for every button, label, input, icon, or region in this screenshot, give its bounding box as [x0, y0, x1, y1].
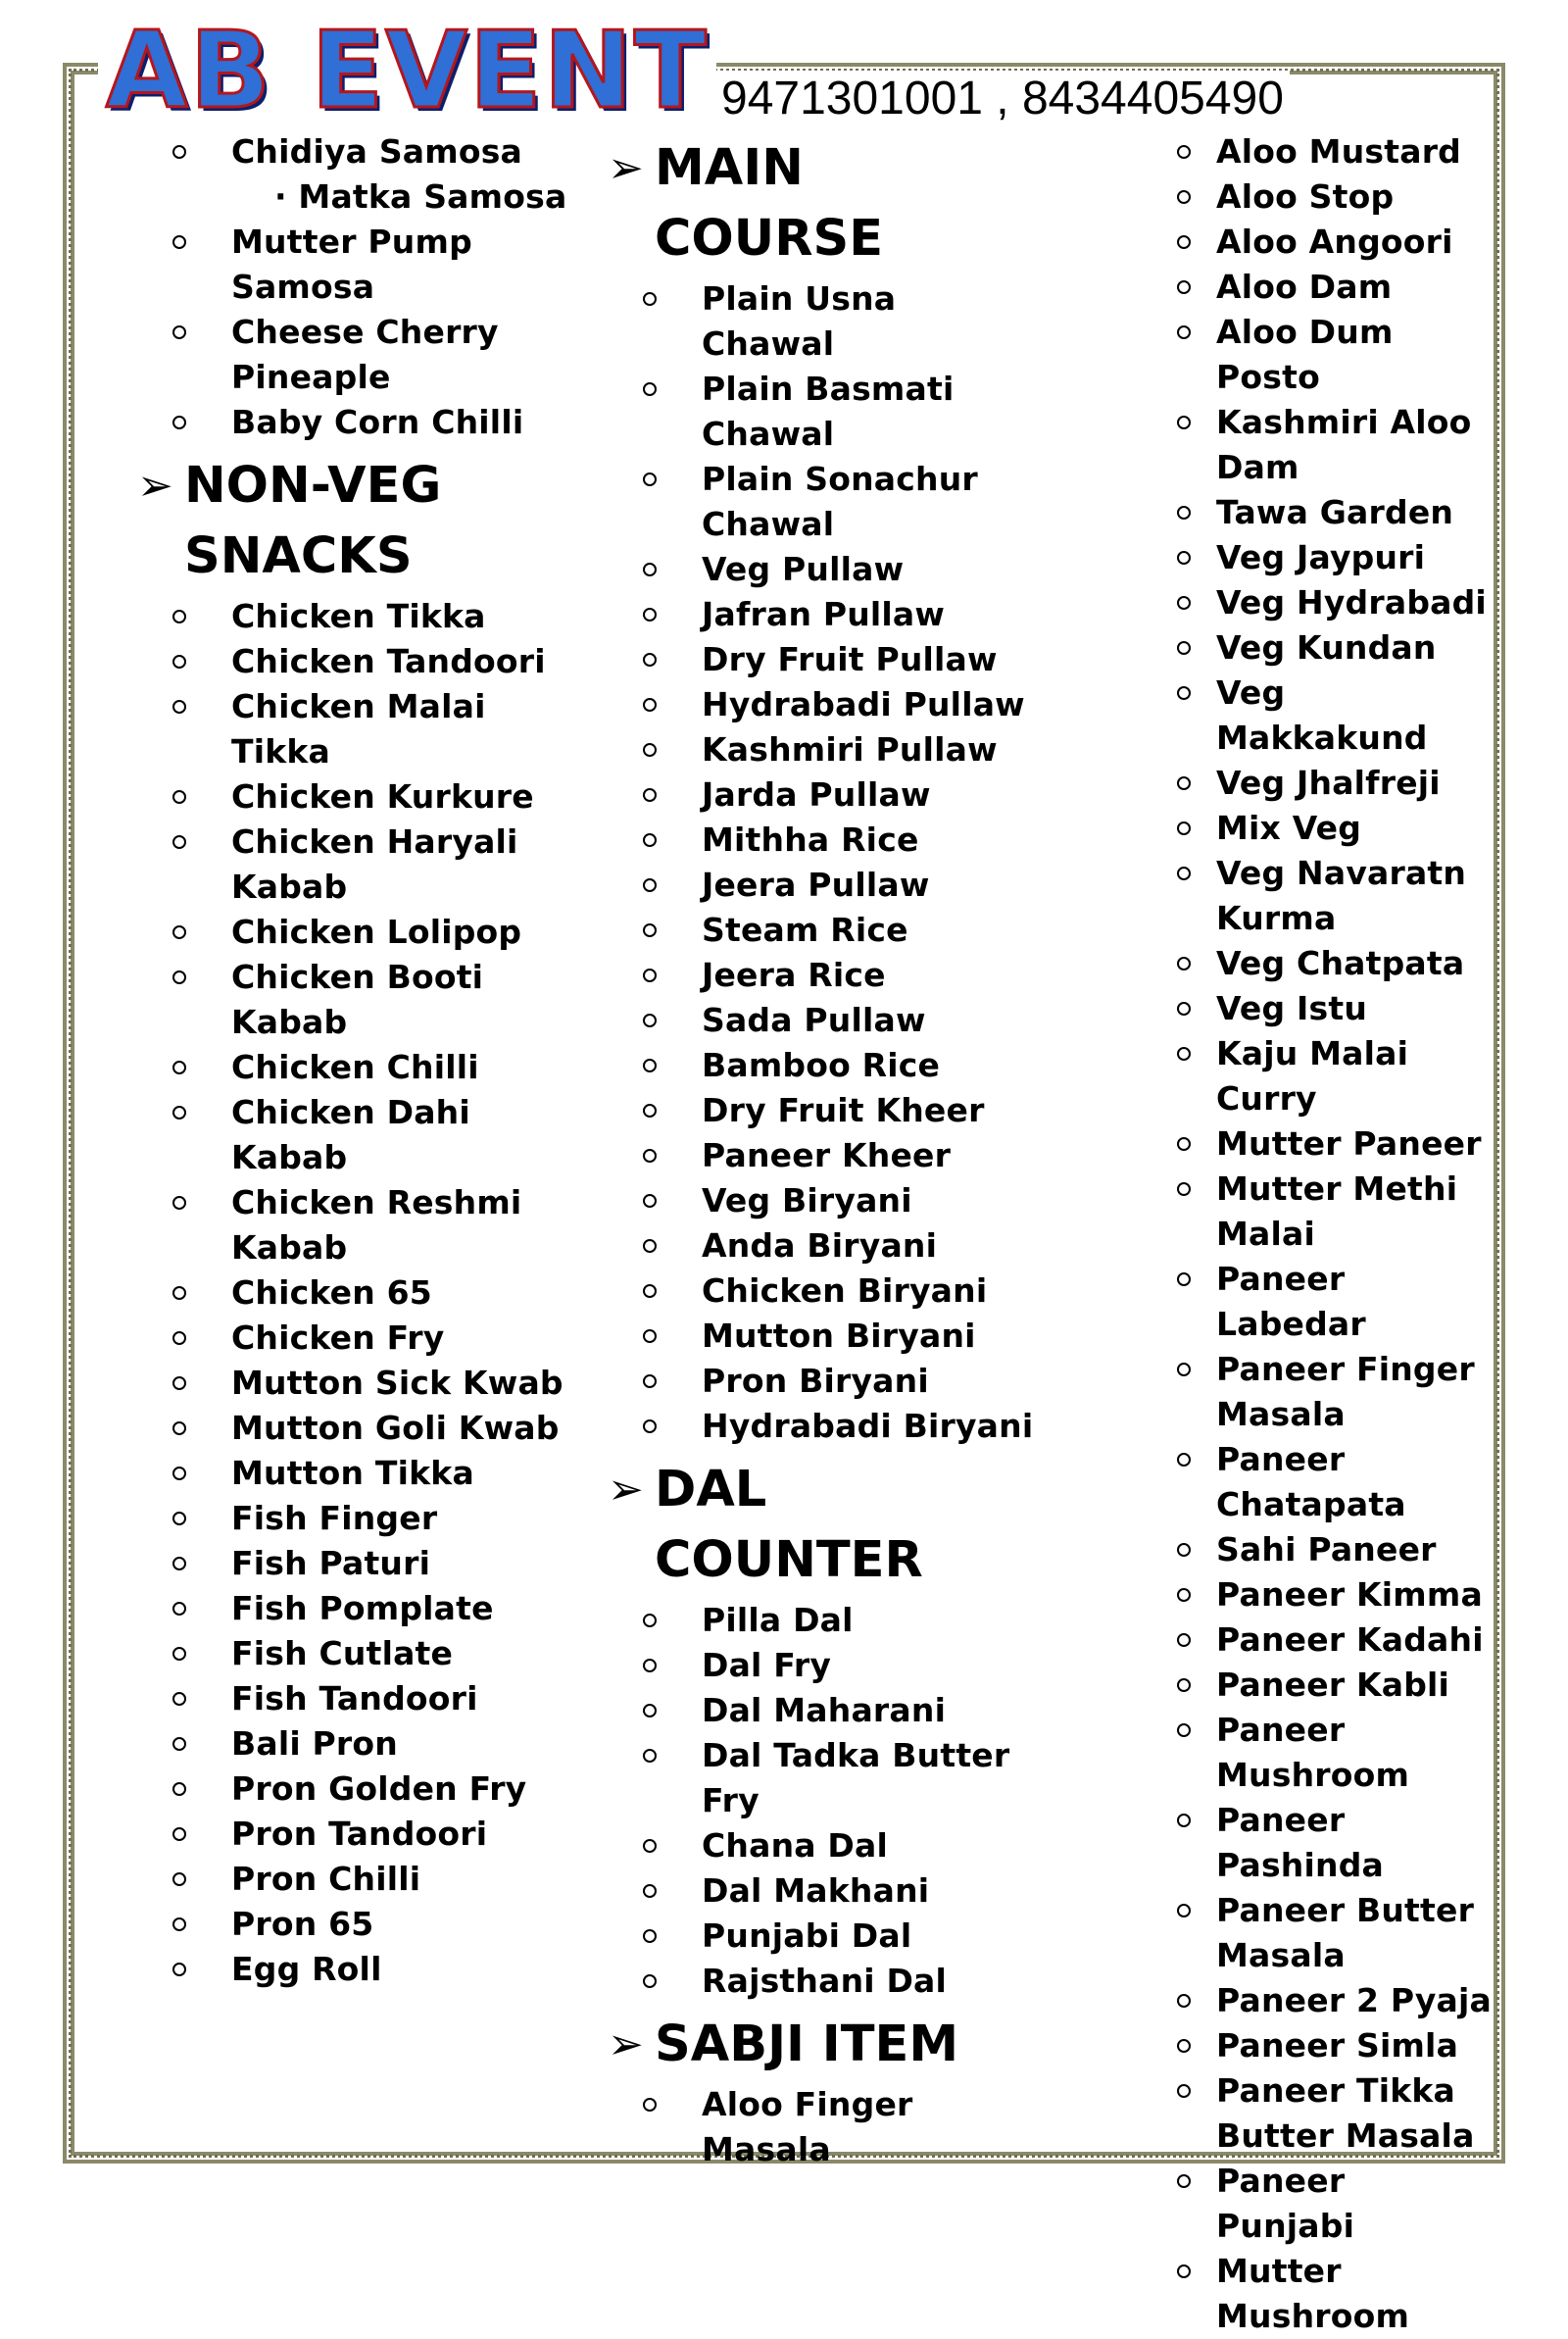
list-item: Mutton Tikka	[137, 1451, 568, 1496]
list-item: Veg Biryani	[608, 1178, 1039, 1223]
circle-bullet-icon	[172, 700, 186, 714]
circle-bullet-icon	[1177, 1633, 1191, 1647]
list-item: Pron Chilli	[137, 1857, 568, 1902]
circle-bullet-icon	[172, 1286, 186, 1300]
list-item: Paneer Punjabi	[1161, 2159, 1494, 2249]
list-item: Mutton Sick Kwab	[137, 1361, 568, 1406]
circle-bullet-icon	[1177, 776, 1191, 790]
list-item: Veg Istu	[1161, 986, 1494, 1031]
list-item: Bali Pron	[137, 1721, 568, 1767]
list-item: Chicken 65	[137, 1270, 568, 1316]
list-item: Bamboo Rice	[608, 1043, 1039, 1088]
circle-bullet-icon	[643, 1149, 657, 1163]
circle-bullet-icon	[172, 925, 186, 939]
list-item: Chicken Chilli	[137, 1045, 568, 1090]
list-item: Veg Hydrabadi	[1161, 580, 1494, 625]
list-item: Pron Golden Fry	[137, 1767, 568, 1812]
circle-bullet-icon	[172, 1421, 186, 1435]
circle-bullet-icon	[1177, 1678, 1191, 1692]
list-item: Mutton Biryani	[608, 1314, 1039, 1359]
circle-bullet-icon	[643, 653, 657, 667]
circle-bullet-icon	[172, 610, 186, 623]
list-item: Paneer Tikka Butter Masala	[1161, 2068, 1494, 2159]
circle-bullet-icon	[643, 1104, 657, 1118]
circle-bullet-icon	[643, 923, 657, 937]
circle-bullet-icon	[643, 1704, 657, 1717]
circle-bullet-icon	[172, 1917, 186, 1931]
section-heading-dal: ➢ DAL COUNTER	[608, 1455, 1039, 1596]
list-item: Aloo Stop	[1161, 174, 1494, 220]
circle-bullet-icon	[1177, 1904, 1191, 1917]
list-item-sub: · Matka Samosa	[274, 177, 567, 216]
menu-column-2	[608, 129, 1039, 2172]
list-item: Hydrabadi Biryani	[608, 1404, 1039, 1449]
list-item: Mix Veg	[1161, 806, 1494, 851]
circle-bullet-icon	[643, 1884, 657, 1898]
circle-bullet-icon	[1177, 506, 1191, 520]
circle-bullet-icon	[643, 563, 657, 576]
circle-bullet-icon	[172, 1061, 186, 1074]
list-item: Dal Maharani	[608, 1688, 1039, 1733]
list-item: Chicken Fry	[137, 1316, 568, 1361]
menu-column-3	[1161, 129, 1494, 2339]
list-item: Plain Usna Chawal	[608, 276, 1039, 367]
arrow-bullet-icon: ➢	[608, 2019, 644, 2069]
list-item: Jafran Pullaw	[608, 592, 1039, 637]
circle-bullet-icon	[643, 1329, 657, 1343]
list-item: Steam Rice	[608, 908, 1039, 953]
circle-bullet-icon	[172, 1827, 186, 1841]
circle-bullet-icon	[1177, 1002, 1191, 1016]
list-item: Chicken Kurkure	[137, 774, 568, 820]
circle-bullet-icon	[643, 1194, 657, 1208]
list-item: Chicken Malai Tikka	[137, 684, 568, 774]
phone-numbers: 9471301001 , 8434405490	[715, 71, 1290, 127]
circle-bullet-icon	[643, 473, 657, 486]
circle-bullet-icon	[172, 1467, 186, 1480]
list-item: Mithha Rice	[608, 818, 1039, 863]
list-item: Fish Cutlate	[137, 1631, 568, 1676]
list-item: Chicken Tikka	[137, 594, 568, 639]
list-item: Dal Fry	[608, 1643, 1039, 1688]
circle-bullet-icon	[172, 1331, 186, 1345]
circle-bullet-icon	[643, 878, 657, 892]
circle-bullet-icon	[1177, 1543, 1191, 1557]
list-item: Mutter Methi Malai	[1161, 1167, 1494, 1257]
list-item: Jarda Pullaw	[608, 772, 1039, 818]
circle-bullet-icon	[1177, 1182, 1191, 1196]
list-item: Sada Pullaw	[608, 998, 1039, 1043]
list-item: Paneer Finger Masala	[1161, 1347, 1494, 1437]
circle-bullet-icon	[172, 1376, 186, 1390]
sabji-list	[608, 2082, 1039, 2172]
circle-bullet-icon	[1177, 1588, 1191, 1602]
list-item: Sahi Paneer	[1161, 1527, 1494, 1572]
circle-bullet-icon	[1177, 2039, 1191, 2053]
circle-bullet-icon	[643, 743, 657, 757]
list-item: Veg Chatpata	[1161, 941, 1494, 986]
circle-bullet-icon	[1177, 325, 1191, 339]
circle-bullet-icon	[1177, 867, 1191, 880]
list-item: Mutter Paneer	[1161, 1121, 1494, 1167]
list-item: Veg Jaypuri	[1161, 535, 1494, 580]
circle-bullet-icon	[1177, 1363, 1191, 1376]
circle-bullet-icon	[172, 790, 186, 804]
arrow-bullet-icon: ➢	[137, 461, 173, 511]
list-item: Chidiya Samosa	[137, 129, 568, 174]
list-item: Paneer Kimma	[1161, 1572, 1494, 1617]
nonveg-list	[137, 594, 568, 1992]
list-item: Chicken Tandoori	[137, 639, 568, 684]
list-item: Veg Kundan	[1161, 625, 1494, 671]
list-item: Veg Jhalfreji	[1161, 761, 1494, 806]
circle-bullet-icon	[1177, 2084, 1191, 2098]
circle-bullet-icon	[172, 1106, 186, 1120]
circle-bullet-icon	[643, 1749, 657, 1763]
list-item: Mutton Goli Kwab	[137, 1406, 568, 1451]
circle-bullet-icon	[1177, 596, 1191, 610]
circle-bullet-icon	[643, 1374, 657, 1388]
circle-bullet-icon	[643, 1239, 657, 1253]
circle-bullet-icon	[172, 235, 186, 249]
circle-bullet-icon	[643, 1839, 657, 1853]
circle-bullet-icon	[643, 1929, 657, 1943]
list-item: Jeera Pullaw	[608, 863, 1039, 908]
list-item: Aloo Dum Posto	[1161, 310, 1494, 400]
circle-bullet-icon	[172, 1647, 186, 1661]
circle-bullet-icon	[172, 1692, 186, 1706]
list-item: Pron Biryani	[608, 1359, 1039, 1404]
circle-bullet-icon	[643, 1059, 657, 1072]
list-item: Chicken Booti Kabab	[137, 955, 568, 1045]
list-item: Aloo Dam	[1161, 265, 1494, 310]
list-item: Chicken Lolipop	[137, 910, 568, 955]
list-item: Veg Navaratn Kurma	[1161, 851, 1494, 941]
list-item: Paneer Kadahi	[1161, 1617, 1494, 1663]
circle-bullet-icon	[1177, 145, 1191, 159]
list-item: Paneer 2 Pyaja	[1161, 1978, 1494, 2023]
circle-bullet-icon	[1177, 280, 1191, 294]
circle-bullet-icon	[1177, 235, 1191, 249]
menu-column-1	[137, 129, 568, 1992]
circle-bullet-icon	[643, 698, 657, 712]
section-heading-nonveg: ➢ NON-VEG SNACKS	[137, 451, 568, 592]
circle-bullet-icon	[1177, 821, 1191, 835]
list-item: Kashmiri Pullaw	[608, 727, 1039, 772]
circle-bullet-icon	[1177, 551, 1191, 565]
list-item: Egg Roll	[137, 1947, 568, 1992]
circle-bullet-icon	[1177, 686, 1191, 700]
list-item: Dal Tadka Butter Fry	[608, 1733, 1039, 1823]
list-item: Paneer Kabli	[1161, 1663, 1494, 1708]
circle-bullet-icon	[643, 969, 657, 982]
circle-bullet-icon	[172, 655, 186, 669]
list-item: Anda Biryani	[608, 1223, 1039, 1269]
circle-bullet-icon	[643, 608, 657, 622]
circle-bullet-icon	[172, 145, 186, 159]
list-item: Chicken Haryali Kabab	[137, 820, 568, 910]
circle-bullet-icon	[172, 1872, 186, 1886]
sabji-continued-list	[1161, 129, 1494, 2339]
dal-counter-list	[608, 1598, 1039, 2004]
list-item: Mutter Pump Samosa	[137, 220, 568, 310]
arrow-bullet-icon: ➢	[608, 1465, 644, 1515]
circle-bullet-icon	[172, 416, 186, 429]
circle-bullet-icon	[172, 1602, 186, 1616]
circle-bullet-icon	[1177, 2264, 1191, 2278]
list-item: Tawa Garden	[1161, 490, 1494, 535]
list-item: Dry Fruit Pullaw	[608, 637, 1039, 682]
circle-bullet-icon	[643, 1419, 657, 1433]
circle-bullet-icon	[643, 1659, 657, 1672]
circle-bullet-icon	[643, 1014, 657, 1027]
veg-snacks-continued-list	[137, 129, 568, 445]
list-item: Paneer Labedar	[1161, 1257, 1494, 1347]
list-item: Paneer Mushroom	[1161, 1708, 1494, 1798]
list-item: Chicken Reshmi Kabab	[137, 1180, 568, 1270]
list-item: Paneer Pashinda	[1161, 1798, 1494, 1888]
circle-bullet-icon	[643, 833, 657, 847]
section-heading-main-course: ➢ MAIN COURSE	[608, 133, 1039, 274]
list-item: Pron 65	[137, 1902, 568, 1947]
list-item: Pron Tandoori	[137, 1812, 568, 1857]
circle-bullet-icon	[643, 788, 657, 802]
list-item: Chicken Dahi Kabab	[137, 1090, 568, 1180]
list-item: Aloo Mustard	[1161, 129, 1494, 174]
circle-bullet-icon	[172, 1196, 186, 1210]
list-item: Fish Paturi	[137, 1541, 568, 1586]
circle-bullet-icon	[172, 1512, 186, 1525]
list-item: Dry Fruit Kheer	[608, 1088, 1039, 1133]
circle-bullet-icon	[1177, 1453, 1191, 1467]
list-item: Fish Tandoori	[137, 1676, 568, 1721]
circle-bullet-icon	[643, 382, 657, 396]
list-item: Veg Pullaw	[608, 547, 1039, 592]
list-item: Fish Pomplate	[137, 1586, 568, 1631]
list-item: Paneer Chatapata	[1161, 1437, 1494, 1527]
circle-bullet-icon	[1177, 1994, 1191, 2008]
list-item: Aloo Angoori	[1161, 220, 1494, 265]
list-item: Hydrabadi Pullaw	[608, 682, 1039, 727]
list-item: Kaju Malai Curry	[1161, 1031, 1494, 1121]
list-item: Rajsthani Dal	[608, 1959, 1039, 2004]
circle-bullet-icon	[1177, 1047, 1191, 1061]
list-item: Kashmiri Aloo Dam	[1161, 400, 1494, 490]
circle-bullet-icon	[172, 1963, 186, 1976]
list-item: Punjabi Dal	[608, 1914, 1039, 1959]
list-item: Plain Sonachur Chawal	[608, 457, 1039, 547]
list-item: Veg Makkakund	[1161, 671, 1494, 761]
list-item: Mutter Mushroom	[1161, 2249, 1494, 2339]
circle-bullet-icon	[1177, 1723, 1191, 1737]
circle-bullet-icon	[172, 1782, 186, 1796]
list-item: Paneer Butter Masala	[1161, 1888, 1494, 1978]
circle-bullet-icon	[1177, 416, 1191, 429]
list-item: Cheese Cherry Pineaple	[137, 310, 568, 400]
list-item: Aloo Finger Masala	[608, 2082, 1039, 2172]
arrow-bullet-icon: ➢	[608, 143, 644, 193]
circle-bullet-icon	[172, 835, 186, 849]
circle-bullet-icon	[1177, 1272, 1191, 1286]
list-item: Chana Dal	[608, 1823, 1039, 1868]
list-item: Baby Corn Chilli	[137, 400, 568, 445]
list-item: Paneer Simla	[1161, 2023, 1494, 2068]
circle-bullet-icon	[1177, 1137, 1191, 1151]
list-item: Fish Finger	[137, 1496, 568, 1541]
circle-bullet-icon	[172, 970, 186, 984]
circle-bullet-icon	[643, 1614, 657, 1627]
circle-bullet-icon	[643, 1974, 657, 1988]
circle-bullet-icon	[643, 1284, 657, 1298]
section-heading-sabji: ➢ SABJI ITEM	[608, 2010, 1039, 2080]
list-item: Chicken Biryani	[608, 1269, 1039, 1314]
circle-bullet-icon	[172, 325, 186, 339]
circle-bullet-icon	[1177, 641, 1191, 655]
list-item: Dal Makhani	[608, 1868, 1039, 1914]
list-item: Jeera Rice	[608, 953, 1039, 998]
list-item: Pilla Dal	[608, 1598, 1039, 1643]
main-course-list	[608, 276, 1039, 1449]
circle-bullet-icon	[643, 292, 657, 306]
circle-bullet-icon	[172, 1737, 186, 1751]
circle-bullet-icon	[1177, 957, 1191, 970]
circle-bullet-icon	[1177, 1814, 1191, 1827]
list-item: Plain Basmati Chawal	[608, 367, 1039, 457]
list-item: Paneer Kheer	[608, 1133, 1039, 1178]
brand-logo: AB EVENT	[98, 18, 716, 125]
circle-bullet-icon	[172, 1557, 186, 1570]
circle-bullet-icon	[1177, 190, 1191, 204]
circle-bullet-icon	[643, 2098, 657, 2112]
circle-bullet-icon	[1177, 2174, 1191, 2188]
